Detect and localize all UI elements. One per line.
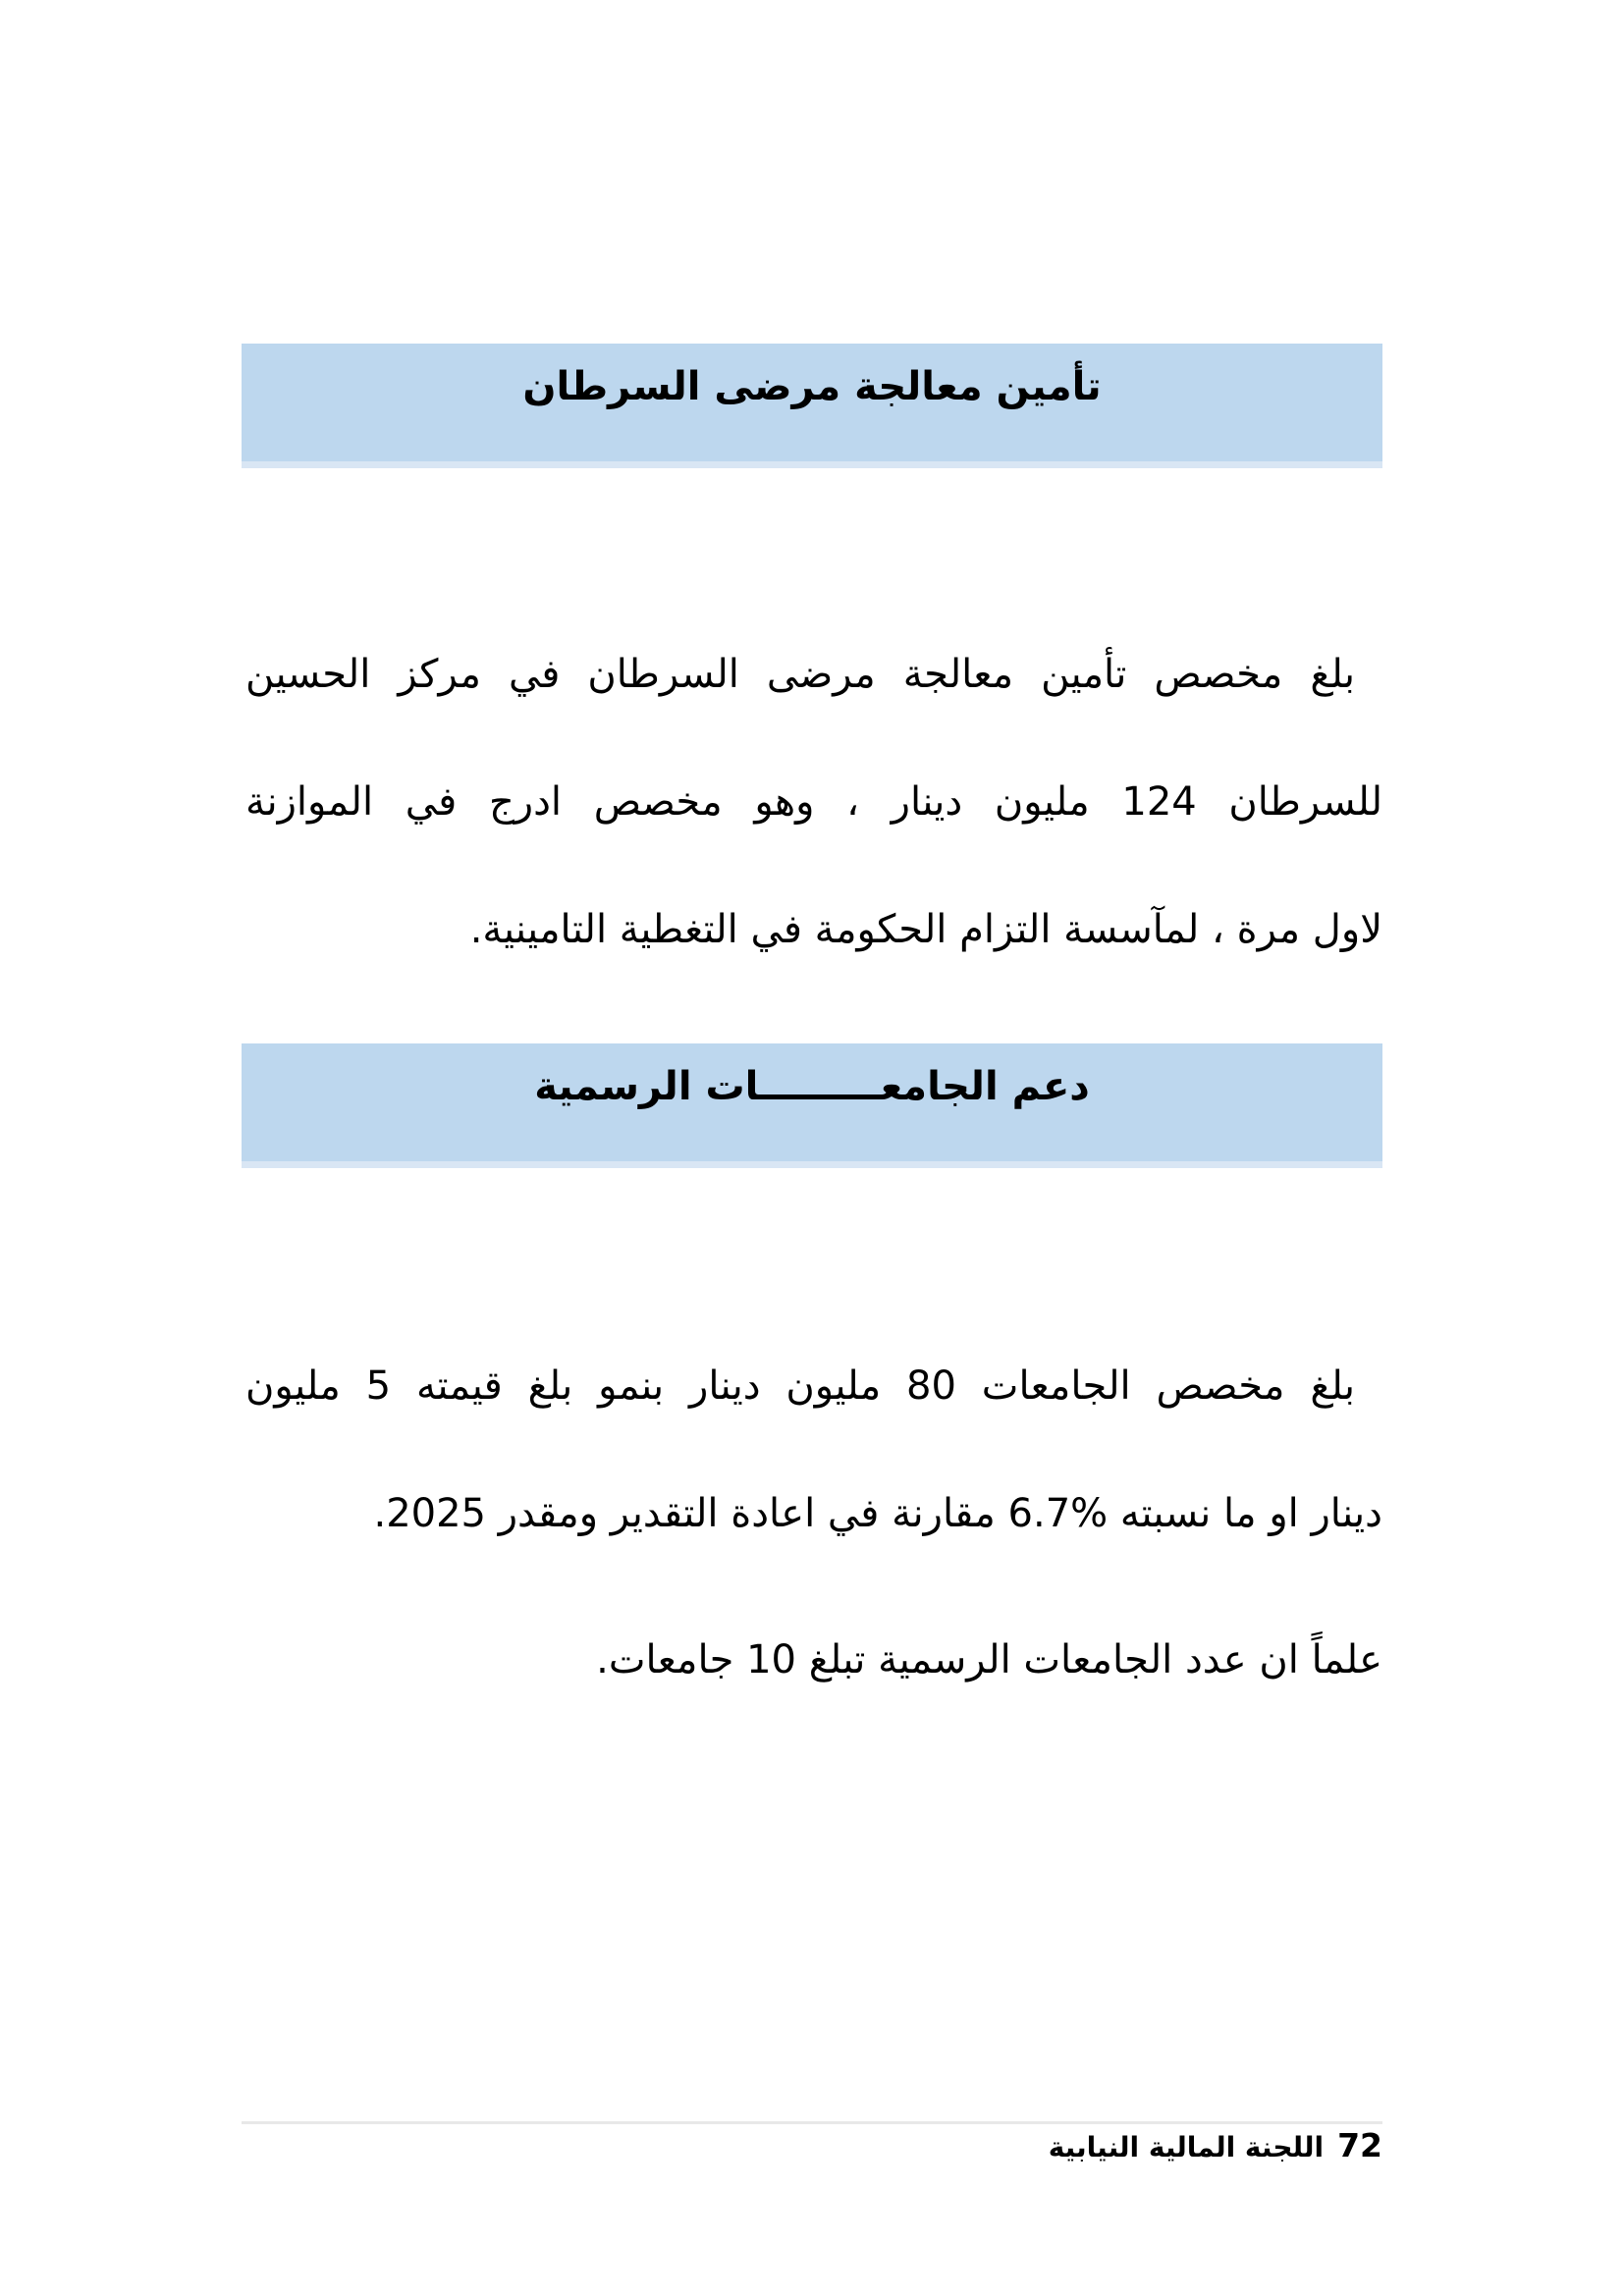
paragraph-universities-support bbox=[245, 1322, 1382, 1577]
section-heading-universities-support: دعم الجامعـــــــــات الرسمية bbox=[534, 1064, 1090, 1109]
paragraph-line: دينار او ما نسبته %6.7 مقارنة في اعادة التقدير ومقدر 2025. bbox=[373, 1491, 1382, 1536]
paragraph-line: للسرطان 124 مليون دينار ، وهو مخصص ادرج في الموازنة bbox=[245, 779, 1383, 825]
page-footer bbox=[242, 2126, 1382, 2164]
paragraph-line: لاول مرة ، لمآسسة التزام الحكومة في التغطية التامينية. bbox=[469, 907, 1382, 952]
section-heading-cancer-insurance: تأمين معالجة مرضى السرطان bbox=[522, 364, 1102, 409]
footer-divider bbox=[242, 2121, 1382, 2124]
paragraph-universities-note bbox=[245, 1596, 1382, 1724]
heading-box-universities-support bbox=[242, 1043, 1382, 1168]
paragraph-line: علماً ان عدد الجامعات الرسمية تبلغ 10 جامعات. bbox=[596, 1637, 1382, 1682]
heading-box-cancer-insurance bbox=[242, 344, 1382, 468]
paragraph-line: بلغ مخصص الجامعات 80 مليون دينار بنمو بلغ قيمته 5 مليون bbox=[245, 1363, 1355, 1409]
paragraph-line: بلغ مخصص تأمين معالجة مرضى السرطان في مركز الحسين bbox=[245, 652, 1355, 697]
paragraph-cancer-insurance bbox=[245, 611, 1382, 993]
page-number: 72 bbox=[1337, 2126, 1382, 2164]
footer-committee-label: اللجنة المالية النيابية bbox=[1048, 2131, 1325, 2163]
